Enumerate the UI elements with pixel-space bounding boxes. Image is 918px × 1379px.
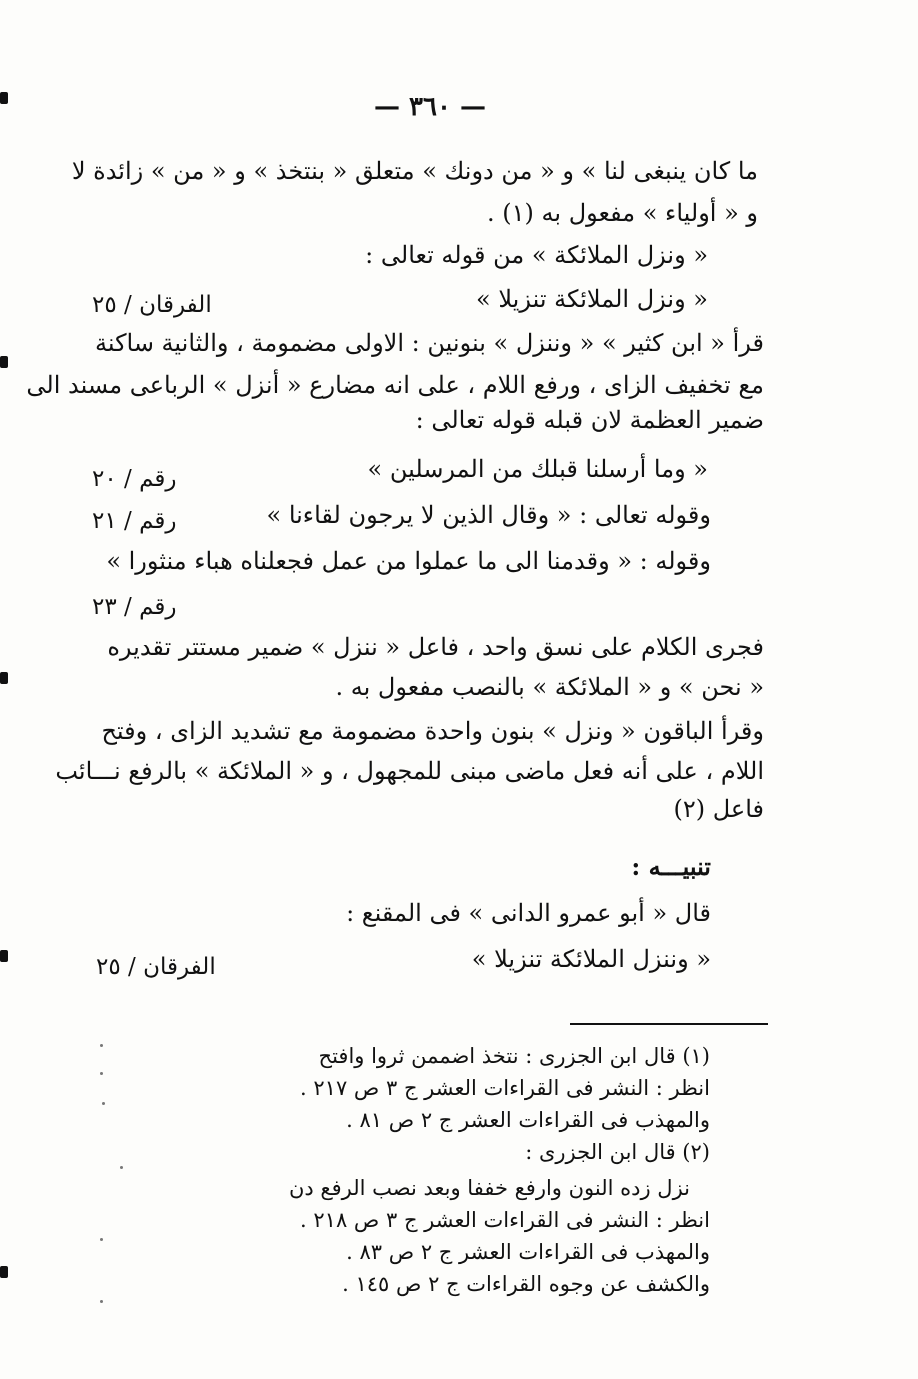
verse-reference: رقم / ٢٠ (92, 466, 177, 492)
body-line: فجرى الكلام على نسق واحد ، فاعل « ننزل » ضمير مستتر تقديره (107, 633, 764, 661)
body-line: وقوله : « وقدمنا الى ما عملوا من عمل فجعلناه هباء منثورا » (106, 547, 711, 575)
body-line: فاعل (٢) (673, 795, 764, 823)
footnote-line: والمهذب فى القراءات العشر ج ٢ ص ٨١ . (346, 1108, 710, 1132)
body-line: ما كان ينبغى لنا » و « من دونك » متعلق « بنتخذ » و « من » زائدة لا (71, 157, 758, 185)
footnote-line: والمهذب فى القراءات العشر ج ٢ ص ٨٣ . (346, 1240, 710, 1264)
footnote-line: والكشف عن وجوه القراءات ج ٢ ص ١٤٥ . (342, 1272, 710, 1296)
verse-reference: الفرقان / ٢٥ (92, 292, 212, 318)
footnote-line: (٢) قال ابن الجزرى : (525, 1140, 710, 1164)
scan-speck (100, 1238, 103, 1241)
quran-verse: « وما أرسلنا قبلك من المرسلين » (367, 455, 708, 483)
scan-speck (100, 1300, 103, 1303)
footnote-line: نزل زده النون وارفع خففا وبعد نصب الرفع دن (288, 1176, 690, 1200)
page-number: — ٣٦٠ — (373, 92, 487, 122)
scan-mark (0, 950, 8, 962)
body-line: و « أولياء » مفعول به (١) . (487, 199, 758, 227)
verse-reference: رقم / ٢٣ (92, 594, 177, 620)
scan-mark (0, 672, 8, 684)
body-line: « نحن » و « الملائكة » بالنصب مفعول به . (335, 673, 764, 701)
body-line: وقوله تعالى : « وقال الذين لا يرجون لقاءنا » (266, 501, 711, 529)
scan-mark (0, 1266, 8, 1278)
body-line: اللام ، على أنه فعل ماضى مبنى للمجهول ، و « الملائكة » بالرفع نـــائب (55, 757, 764, 785)
body-line: وقرأ الباقون « ونزل » بنون واحدة مضمومة مع تشديد الزاى ، وفتح (101, 717, 764, 745)
quran-verse: « وننزل الملائكة تنزيلا » (471, 945, 711, 973)
scan-speck (102, 1102, 105, 1105)
footnote-line: (١) قال ابن الجزرى : نتخذ اضممن ثروا وافتح (318, 1044, 710, 1068)
scan-mark (0, 356, 8, 368)
body-line: مع تخفيف الزاى ، ورفع اللام ، على انه مضارع « أنزل » الرباعى مسند الى (26, 371, 764, 399)
scan-speck (100, 1072, 103, 1075)
scan-speck (120, 1166, 123, 1169)
section-heading: تنبيـــه : (631, 852, 711, 881)
scan-speck (100, 1044, 103, 1047)
body-line: ضمير العظمة لان قبله قوله تعالى : (415, 406, 764, 434)
verse-reference: الفرقان / ٢٥ (96, 954, 216, 980)
body-line: « ونزل الملائكة » من قوله تعالى : (365, 241, 708, 269)
footnote-separator (570, 1023, 768, 1025)
verse-reference: رقم / ٢١ (92, 508, 177, 534)
quran-verse: « ونزل الملائكة تنزيلا » (476, 285, 708, 313)
scan-mark (0, 92, 8, 104)
footnote-line: انظر : النشر فى القراءات العشر ج ٣ ص ٢١٨ . (300, 1208, 710, 1232)
body-line: قرأ « ابن كثير » « وننزل » بنونين : الاولى مضمومة ، والثانية ساكنة (94, 329, 764, 357)
body-line: قال « أبو عمرو الدانى » فى المقنع : (346, 899, 711, 927)
footnote-line: انظر : النشر فى القراءات العشر ج ٣ ص ٢١٧ . (300, 1076, 710, 1100)
